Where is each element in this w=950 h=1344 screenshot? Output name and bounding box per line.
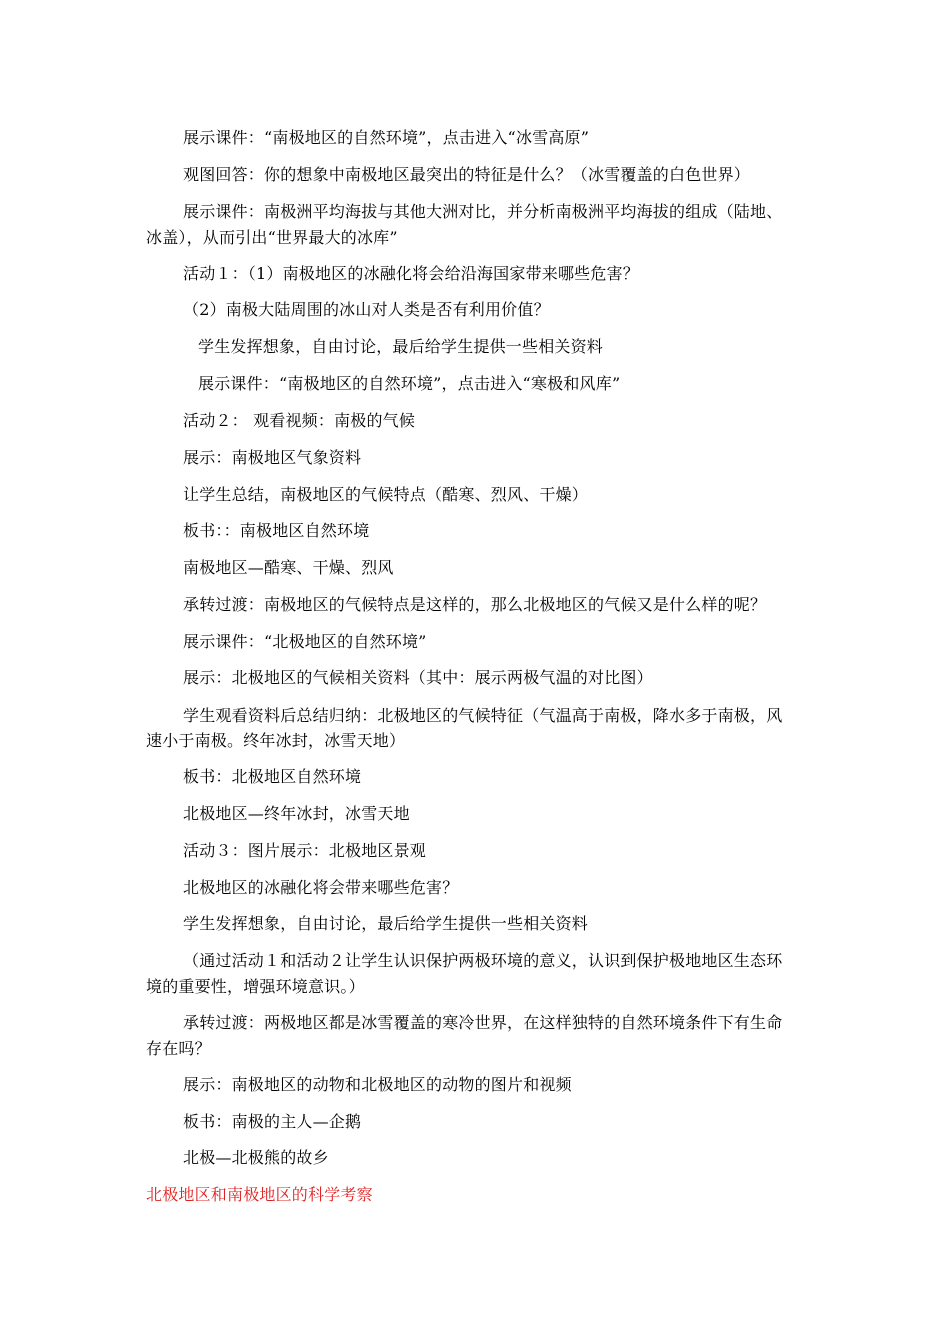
text-line: （通过活动１和活动２让学生认识保护两极环境的意义，认识到保护极地地区生态环 (183, 951, 783, 970)
text-line: 展示：北极地区的气候相关资料（其中：展示两极气温的对比图） (183, 668, 653, 687)
text-line: 板书：南极的主人—企鹅 (183, 1112, 362, 1131)
text-line: 板书：：南极地区自然环境 (183, 521, 370, 540)
text-line: 承转过渡：两极地区都是冰雪覆盖的寒冷世界，在这样独特的自然环境条件下有生命 (183, 1013, 783, 1032)
text-line: 北极地区—终年冰封，冰雪天地 (183, 804, 410, 823)
text-line: 学生发挥想象，自由讨论，最后给学生提供一些相关资料 (198, 337, 604, 356)
text-line: 展示课件：“南极地区的自然环境”，点击进入“寒极和风库” (198, 374, 621, 393)
text-line: 境的重要性，增强环境意识。） (146, 977, 365, 996)
text-line: 北极地区的冰融化将会带来哪些危害？ (183, 878, 459, 897)
text-line: 学生观看资料后总结归纳：北极地区的气候特征（气温高于南极，降水多于南极，风 (183, 706, 783, 725)
text-line: 展示：南极地区气象资料 (183, 448, 362, 467)
text-line: 北极—北极熊的故乡 (183, 1148, 329, 1167)
text-line: 存在吗？ (146, 1039, 211, 1058)
text-line: 展示课件：“南极地区的自然环境”，点击进入“冰雪高原” (183, 128, 590, 147)
text-line: 承转过渡：南极地区的气候特点是这样的，那么北极地区的气候又是什么样的呢？ (183, 595, 767, 614)
text-line: 展示：南极地区的动物和北极地区的动物的图片和视频 (183, 1075, 572, 1094)
text-line: 展示课件：“北极地区的自然环境” (183, 632, 427, 651)
text-line: 速小于南极。终年冰封，冰雪天地） (146, 731, 406, 750)
text-line: 学生发挥想象，自由讨论，最后给学生提供一些相关资料 (183, 914, 589, 933)
text-line: 冰盖），从而引出“世界最大的冰库” (146, 228, 398, 247)
text-line: 活动２： 观看视频：南极的气候 (183, 411, 416, 430)
section-heading: 北极地区和南极地区的科学考察 (146, 1185, 373, 1204)
text-line: 活动３：图片展示：北极地区景观 (183, 841, 427, 860)
text-line: 观图回答：你的想象中南极地区最突出的特征是什么？（冰雪覆盖的白色世界） (183, 165, 751, 184)
text-line: 南极地区—酷寒、干燥、烈风 (183, 558, 394, 577)
text-line: 板书：北极地区自然环境 (183, 767, 362, 786)
text-line: 活动１：（1）南极地区的冰融化将会给沿海国家带来哪些危害？ (183, 264, 639, 283)
text-line: 让学生总结，南极地区的气候特点（酷寒、烈风、干燥） (183, 485, 589, 504)
text-line: 展示课件：南极洲平均海拔与其他大洲对比，并分析南极洲平均海拔的组成（陆地、 (183, 202, 783, 221)
text-line: （2）南极大陆周围的冰山对人类是否有利用价值？ (183, 300, 550, 319)
